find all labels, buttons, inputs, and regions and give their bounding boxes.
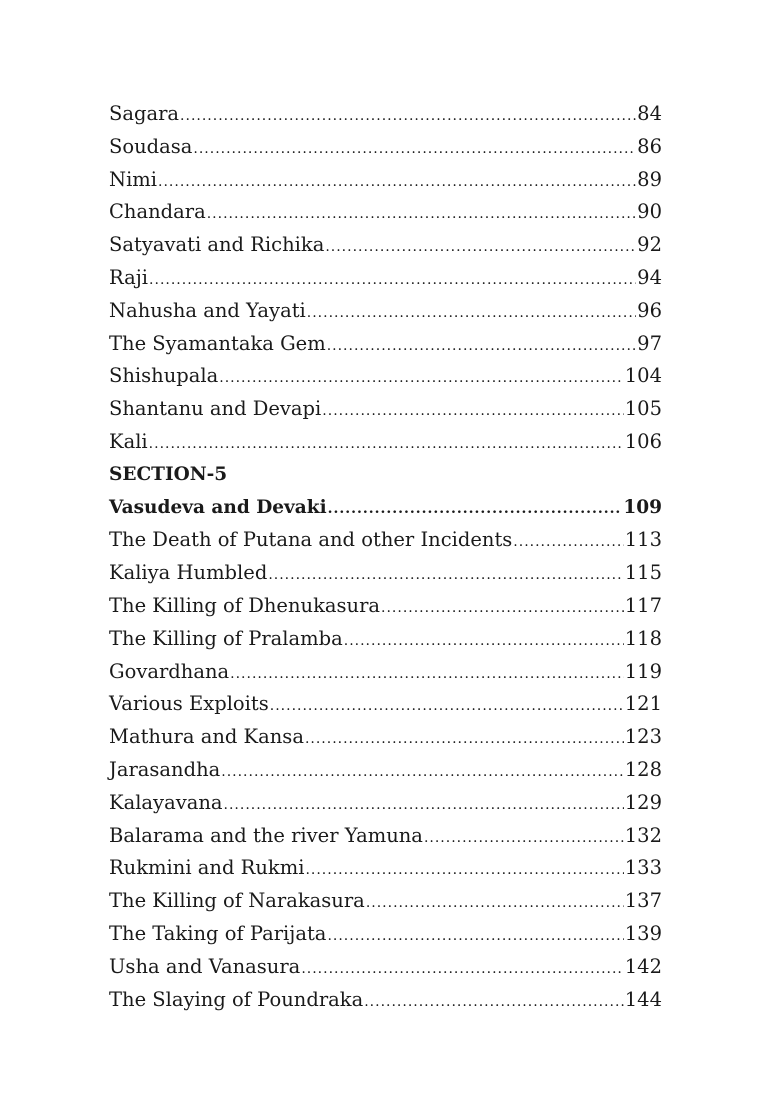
- dot-leader: [327, 330, 636, 363]
- toc-entry-page-number: 121: [624, 692, 662, 716]
- toc-entry-page-number: 106: [624, 429, 662, 453]
- dot-leader: [180, 100, 636, 133]
- dot-leader: [305, 854, 623, 887]
- toc-entry: [109, 557, 662, 590]
- toc-entry: [109, 721, 662, 754]
- dot-leader: [328, 493, 623, 526]
- toc-entry-page-number: 104: [624, 364, 662, 388]
- toc-entry-title: Balarama and the river Yamuna: [109, 823, 423, 847]
- toc-entry: [109, 524, 662, 557]
- toc-entry-title: Nahusha and Yayati: [109, 298, 306, 322]
- toc-entry-page-number: 119: [624, 659, 662, 683]
- toc-entry-page-number: 90: [637, 200, 662, 224]
- dot-leader: [219, 362, 624, 395]
- toc-entry: [109, 360, 662, 393]
- toc-entry: [109, 295, 662, 328]
- toc-entry: [109, 951, 662, 984]
- dot-leader: [307, 297, 636, 330]
- toc-entry-title: The Taking of Parijata: [109, 921, 327, 945]
- toc-entry-title: The Slaying of Poundraka: [109, 987, 364, 1011]
- dot-leader: [268, 559, 623, 592]
- toc-entry-title: Rukmini and Rukmi: [109, 856, 305, 880]
- toc-entry-page-number: 96: [637, 298, 662, 322]
- dot-leader: [344, 625, 624, 658]
- dot-leader: [207, 198, 636, 231]
- toc-entry-title: Shantanu and Devapi: [109, 397, 322, 421]
- dot-leader: [193, 133, 636, 166]
- toc-entry: [109, 426, 662, 459]
- toc-entry-page-number: 86: [637, 134, 662, 158]
- toc-entry: [109, 754, 662, 787]
- toc-entries-top: [109, 98, 662, 459]
- toc-entry-page-number: 137: [624, 889, 662, 913]
- toc-entry-page-number: 113: [624, 528, 662, 552]
- toc-entry-title: Kaliya Humbled: [109, 561, 268, 585]
- toc-entry: [109, 262, 662, 295]
- toc-entry-title: The Killing of Pralamba: [109, 626, 343, 650]
- toc-entry-title: Kalayavana: [109, 790, 223, 814]
- dot-leader: [327, 920, 623, 953]
- toc-entry-title: Satyavati and Richika: [109, 233, 325, 257]
- toc-entry: [109, 852, 662, 885]
- dot-leader: [221, 756, 624, 789]
- toc-entry: [109, 590, 662, 623]
- dot-leader: [149, 428, 624, 461]
- toc-entry-page-number: 89: [637, 167, 662, 191]
- toc-entry-title: Various Exploits: [109, 692, 269, 716]
- toc-entry: [109, 393, 662, 426]
- toc-entry: [109, 492, 662, 525]
- toc-entry: [109, 918, 662, 951]
- toc-entry-page-number: 132: [624, 823, 662, 847]
- toc-entry-page-number: 117: [624, 593, 662, 617]
- toc-entry-title: Soudasa: [109, 134, 193, 158]
- dot-leader: [322, 395, 623, 428]
- toc-entry: [109, 196, 662, 229]
- toc-entry: [109, 787, 662, 820]
- toc-entry: [109, 656, 662, 689]
- toc-entry-page-number: 142: [624, 954, 662, 978]
- dot-leader: [325, 231, 636, 264]
- toc-entry: [109, 98, 662, 131]
- toc-entry-title: Chandara: [109, 200, 206, 224]
- toc-entry: [109, 164, 662, 197]
- toc-entry: [109, 328, 662, 361]
- dot-leader: [301, 953, 623, 986]
- toc-entry-page-number: 115: [624, 561, 662, 585]
- toc-entry-title: Raji: [109, 265, 149, 289]
- toc-entry-title: Mathura and Kansa: [109, 725, 304, 749]
- dot-leader: [424, 822, 624, 855]
- toc-entry: [109, 131, 662, 164]
- dot-leader: [381, 592, 624, 625]
- toc-entry-title: Nimi: [109, 167, 158, 191]
- toc-entry-title: Usha and Vanasura: [109, 954, 301, 978]
- dot-leader: [230, 658, 624, 691]
- toc-entry-title: Sagara: [109, 102, 180, 125]
- dot-leader: [270, 690, 624, 723]
- toc-entry-title: Kali: [109, 429, 148, 453]
- toc-entry-page-number: 129: [624, 790, 662, 814]
- toc-entry-page-number: 84: [637, 102, 662, 125]
- toc-entry-page-number: 123: [624, 725, 662, 749]
- toc-entry: [109, 229, 662, 262]
- toc-entry-title: Shishupala: [109, 364, 219, 388]
- dot-leader: [513, 526, 623, 559]
- dot-leader: [364, 986, 624, 1019]
- dot-leader: [224, 789, 624, 822]
- toc-entry: [109, 623, 662, 656]
- toc-entries-bottom: [109, 492, 662, 1017]
- toc-entry-page-number: 92: [637, 233, 662, 257]
- toc-entry-page-number: 94: [637, 265, 662, 289]
- toc-entry-title: The Death of Putana and other Incidents: [109, 528, 513, 552]
- toc-entry: [109, 688, 662, 721]
- table-of-contents: [109, 98, 662, 1016]
- toc-entry-page-number: 139: [624, 921, 662, 945]
- toc-entry-title: Vasudeva and Devaki: [109, 496, 327, 518]
- toc-entry-page-number: 128: [624, 757, 662, 781]
- toc-entry-page-number: 105: [624, 397, 662, 421]
- dot-leader: [305, 723, 624, 756]
- toc-entry-title: The Syamantaka Gem: [109, 331, 326, 355]
- toc-entry-title: The Killing of Narakasura: [109, 889, 365, 913]
- toc-entry-title: Jarasandha: [109, 757, 221, 781]
- toc-entry-page-number: 144: [624, 987, 662, 1011]
- toc-entry: [109, 820, 662, 853]
- toc-entry-page-number: 133: [624, 856, 662, 880]
- dot-leader: [366, 887, 624, 920]
- section-heading: SECTION-5: [109, 463, 228, 485]
- toc-entry: [109, 984, 662, 1017]
- toc-entry-page-number: 97: [637, 331, 662, 355]
- toc-entry: [109, 885, 662, 918]
- toc-entry-title: Govardhana: [109, 659, 230, 683]
- toc-entry-page-number: 118: [624, 626, 662, 650]
- toc-entry-page-number: 109: [623, 496, 662, 518]
- toc-entry-title: The Killing of Dhenukasura: [109, 593, 381, 617]
- dot-leader: [158, 166, 636, 199]
- dot-leader: [149, 264, 636, 297]
